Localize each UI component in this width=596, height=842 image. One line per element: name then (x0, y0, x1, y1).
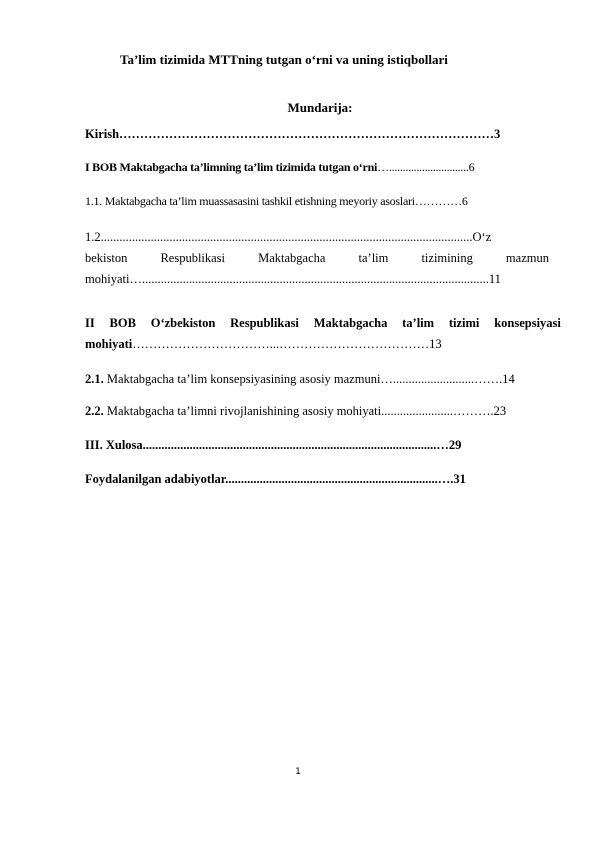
toc-entry-bob1[interactable] (85, 157, 561, 178)
toc-entry-1-2-line3: mohiyati…...............................................................................................................11 (85, 272, 501, 286)
toc-entry-bob2-title-end: mohiyati (85, 337, 133, 351)
toc-entry-2-1-text: Maktabgacha ta’lim konsepsiyasining asosiy mazmuni…..........................…….14 (103, 372, 515, 386)
toc-entry-1-1[interactable]: 1.1. Maktabgacha ta’lim muassasasini tashkil etishning meyoriy asoslari…………6 (85, 194, 468, 208)
toc-word: Maktabgacha (258, 251, 326, 265)
toc-entry-bob2[interactable] (85, 313, 561, 355)
toc-word: Maktabgacha (313, 316, 388, 330)
toc-entry-1-2-line2 (85, 248, 549, 269)
toc-word: tizimi (448, 316, 480, 330)
toc-word: tizimining (421, 251, 473, 265)
toc-entry-2-2-text: Maktabgacha ta’limni rivojlanishining asosiy mohiyati.......................……….23 (103, 404, 507, 418)
toc-entry-2-2-num: 2.2. (85, 404, 104, 418)
toc-entry-bob2-leader: ……………………………...………………………………13 (132, 337, 442, 351)
toc-entry-kirish[interactable]: Kirish………………………………………………………………………………3 (85, 127, 501, 141)
toc-word: BOB (109, 316, 136, 330)
toc-word: ta’lim (402, 316, 435, 330)
toc-word: bekiston (85, 251, 128, 265)
toc-word: Respublikasi (230, 316, 299, 330)
toc-entry-bob2-line1 (85, 313, 561, 334)
toc-word: Respublikasi (160, 251, 226, 265)
document-title: Ta’lim tizimida MTTning tutgan o‘rni va uning istiqbollari (120, 52, 448, 67)
toc-word: konsepsiyasi (494, 316, 561, 330)
toc-word: O‘zbekiston (150, 316, 216, 330)
toc-entry-bob1-leader: ….............................6 (377, 160, 475, 174)
toc-entry-xulosa[interactable]: III. Xulosa..............................................................................................…29 (85, 438, 462, 452)
toc-word: II (85, 316, 95, 330)
toc-heading: Mundarija: (287, 100, 353, 115)
toc-word: mazmun (505, 251, 549, 265)
toc-entry-1-2[interactable] (85, 227, 549, 290)
toc-entry-2-1[interactable] (85, 369, 561, 390)
toc-entry-2-2[interactable] (85, 401, 561, 422)
page-number: 1 (295, 767, 301, 777)
toc-entry-bob1-title: I BOB Maktabgacha ta’limning ta’lim tizimida tutgan o‘rni (85, 160, 378, 174)
toc-word: ta’lim (358, 251, 389, 265)
toc-entry-1-2-line1: 1.2.......................................................................................................................O‘z (85, 230, 492, 244)
toc-entry-adabiyotlar[interactable]: Foydalanilgan adabiyotlar....................................................................….31 (85, 472, 466, 486)
toc-entry-bob2-line2 (85, 334, 561, 355)
toc-entry-2-1-num: 2.1. (85, 372, 104, 386)
